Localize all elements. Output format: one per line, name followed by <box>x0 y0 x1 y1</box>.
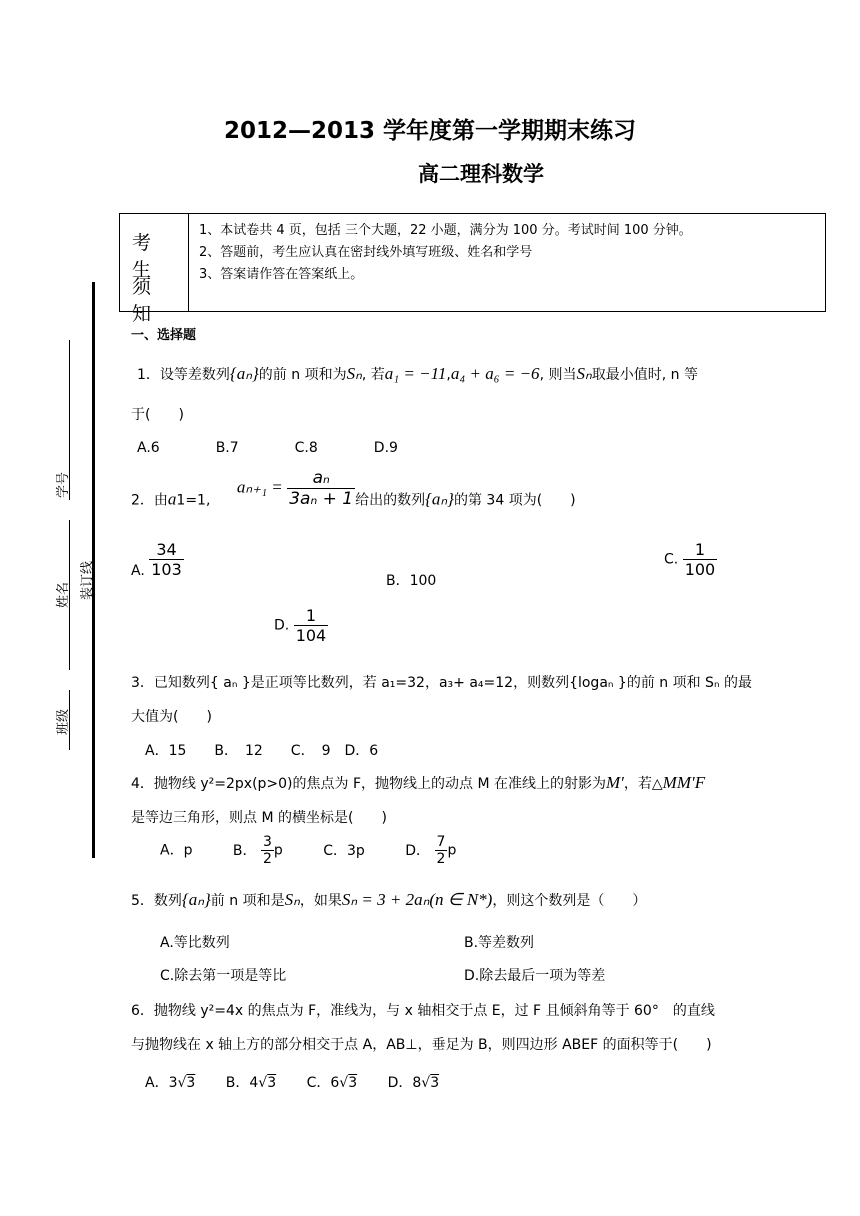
q6-option-c-root: 3 <box>348 1075 358 1091</box>
q2-text: 的第 34 项为( ) <box>453 492 576 509</box>
q6-option-d-root: 3 <box>430 1075 440 1091</box>
question-4-line2: 是等边三角形，则点 M 的横坐标是( ) <box>131 810 387 826</box>
q5-option-a: A.等比数列 <box>160 935 230 951</box>
q2-rec-num: aₙ <box>287 468 355 489</box>
notice-item: 2、答题前，考生应认真在密封线外填写班级、姓名和学号 <box>199 245 533 260</box>
q5-sequence: {aₙ} <box>181 890 211 909</box>
option-label: D. <box>274 617 290 634</box>
question-6-options <box>145 1072 439 1092</box>
fraction-den: 2 <box>436 851 446 867</box>
question-4-options <box>160 834 456 867</box>
q2-option-d-fraction <box>294 606 329 645</box>
page-subtitle: 高二理科数学 <box>418 162 544 186</box>
q6-option-c-label: C．6 <box>306 1075 340 1091</box>
q5-option-c: C.除去第一项是等比 <box>160 968 287 984</box>
q2-a1: a <box>167 489 177 509</box>
fraction-num: 3 <box>262 834 272 850</box>
class-label: 班级 <box>56 708 71 735</box>
question-6-line2: 与抛物线在 x 轴上方的部分相交于点 A，AB⊥，垂足为 B，则四边形 ABEF 的面积等于( ) <box>131 1037 712 1053</box>
binding-line-label: 装订线 <box>80 560 95 600</box>
student-id-label: 学号 <box>56 471 71 498</box>
q2-option-a-fraction <box>149 540 184 579</box>
notice-label-line2: 须 知 <box>132 276 162 325</box>
q2-text: 给出的数列 <box>355 492 426 509</box>
q4-triangle: MM′F <box>662 773 706 792</box>
q6-option-a-label: A．3 <box>145 1075 178 1091</box>
section-heading: 一、选择题 <box>131 328 197 343</box>
sqrt-icon: √ <box>421 1075 431 1091</box>
notice-items <box>199 220 692 286</box>
q5-formula: Sₙ = 3 + 2aₙ(n ∈ N*) <box>341 890 493 909</box>
q1-sequence: {aₙ} <box>229 364 259 383</box>
q1-text: , <box>446 367 451 383</box>
notice-label <box>120 214 189 325</box>
q6-option-d-label: D．8 <box>387 1075 422 1091</box>
question-3-line1: 3．已知数列{ aₙ }是正项等比数列，若 a₁=32，a₃+ a₄=12，则数列{logaₙ }的前 n 项和 Sₙ 的最 <box>131 675 752 691</box>
q5-option-d: D.除去最后一项为等差 <box>464 968 606 984</box>
q2-option-c-fraction <box>683 540 718 579</box>
q2-sequence: {aₙ} <box>425 489 454 509</box>
fraction-num: 34 <box>149 540 184 560</box>
notice-item: 3、答案请作答在答案纸上。 <box>199 267 364 282</box>
q1-condition: a₁ = −11 <box>384 364 447 383</box>
fraction-num: 7 <box>436 834 446 850</box>
sqrt-icon: √ <box>339 1075 349 1091</box>
notice-label-line1: 考 生 <box>132 232 162 281</box>
question-1-line2: 于( ) <box>131 407 184 423</box>
q1-text: , 若 <box>361 367 385 383</box>
q1-text: , 则当 <box>539 367 577 383</box>
question-1-line1 <box>137 364 698 384</box>
question-3-options: A．15 B． 12 C． 9 D．6 <box>145 743 379 759</box>
q6-option-a-root: 3 <box>186 1075 196 1091</box>
question-1-options: A.6 B.7 C.8 D.9 <box>137 440 398 456</box>
q1-text: 取最小值时, n 等 <box>591 367 698 383</box>
notice-item: 1、本试卷共 4 页，包括 三个大题，22 小题，满分为 100 分。考试时间 100 分钟。 <box>199 223 692 238</box>
q4-option-d-unit: p <box>447 842 457 859</box>
question-2-line1 <box>131 468 576 521</box>
fraction-den: 103 <box>151 560 182 579</box>
q2-option-c <box>664 540 717 579</box>
q5-text: ，则这个数列是（ ） <box>492 893 647 909</box>
q5-text: 5．数列 <box>131 893 182 909</box>
q6-option-b-label: B．4 <box>225 1075 259 1091</box>
q4-option-a: A．p <box>160 842 193 859</box>
q2-recurrence <box>237 468 355 509</box>
q5-text: ，如果 <box>299 893 342 909</box>
q4-text: ，若△ <box>623 776 663 792</box>
page-title: 2012—2013 学年度第一学期期末练习 <box>223 118 637 144</box>
q2-rec-den: 3aₙ + 1 <box>289 489 354 509</box>
q6-option-b-root: 3 <box>267 1075 277 1091</box>
notice-box <box>119 213 826 325</box>
q1-text: 的前 n 项和为 <box>258 367 347 383</box>
q4-option-d-label: D． <box>405 842 431 859</box>
q2-option-b: B．100 <box>386 573 437 589</box>
q4-option-b-unit: p <box>273 842 283 859</box>
q5-option-b: B.等差数列 <box>464 935 535 951</box>
q2-rec-fraction <box>287 468 355 509</box>
q4-m-prime: M′ <box>606 773 624 792</box>
q1-text: 1．设等差数列 <box>137 367 230 383</box>
question-5-line1 <box>131 890 646 910</box>
option-label: A. <box>131 563 145 579</box>
q2-text: 1=1, <box>176 492 211 509</box>
fraction-den: 104 <box>295 626 327 645</box>
fraction-num: 1 <box>683 540 718 560</box>
q4-option-d-fraction <box>435 834 448 867</box>
q4-option-b-fraction <box>261 834 274 867</box>
q2-rec-lhs: aₙ₊₁ = <box>236 477 283 497</box>
q1-sum: Sₙ <box>576 364 592 383</box>
q5-sum: Sₙ <box>284 890 300 909</box>
q4-text: 4．抛物线 y²=2px(p>0)的焦点为 F，抛物线上的动点 M 在准线上的射影为 <box>131 776 606 792</box>
q4-option-b-label: B． <box>232 842 257 859</box>
sqrt-icon: √ <box>258 1075 268 1091</box>
name-label: 姓名 <box>56 581 71 608</box>
q2-text: 2．由 <box>131 492 168 509</box>
question-3-line2: 大值为( ) <box>131 709 212 725</box>
q1-sum: Sₙ <box>346 364 362 383</box>
fraction-den: 100 <box>684 560 716 579</box>
q2-option-a <box>131 540 184 579</box>
q1-condition: a₄ + a₆ = −6 <box>450 364 540 383</box>
option-label: C. <box>664 551 679 568</box>
q5-text: 前 n 项和是 <box>210 893 285 909</box>
fraction-den: 2 <box>262 851 272 867</box>
fraction-num: 1 <box>294 606 329 626</box>
q4-option-c: C．3p <box>323 842 365 859</box>
sqrt-icon: √ <box>177 1075 187 1091</box>
question-4-line1 <box>131 773 705 793</box>
question-6-line1: 6．抛物线 y²=4x 的焦点为 F，准线为，与 x 轴相交于点 E，过 F 且倾斜角等于 60° 的直线 <box>131 1003 715 1019</box>
q2-option-d <box>274 606 328 645</box>
